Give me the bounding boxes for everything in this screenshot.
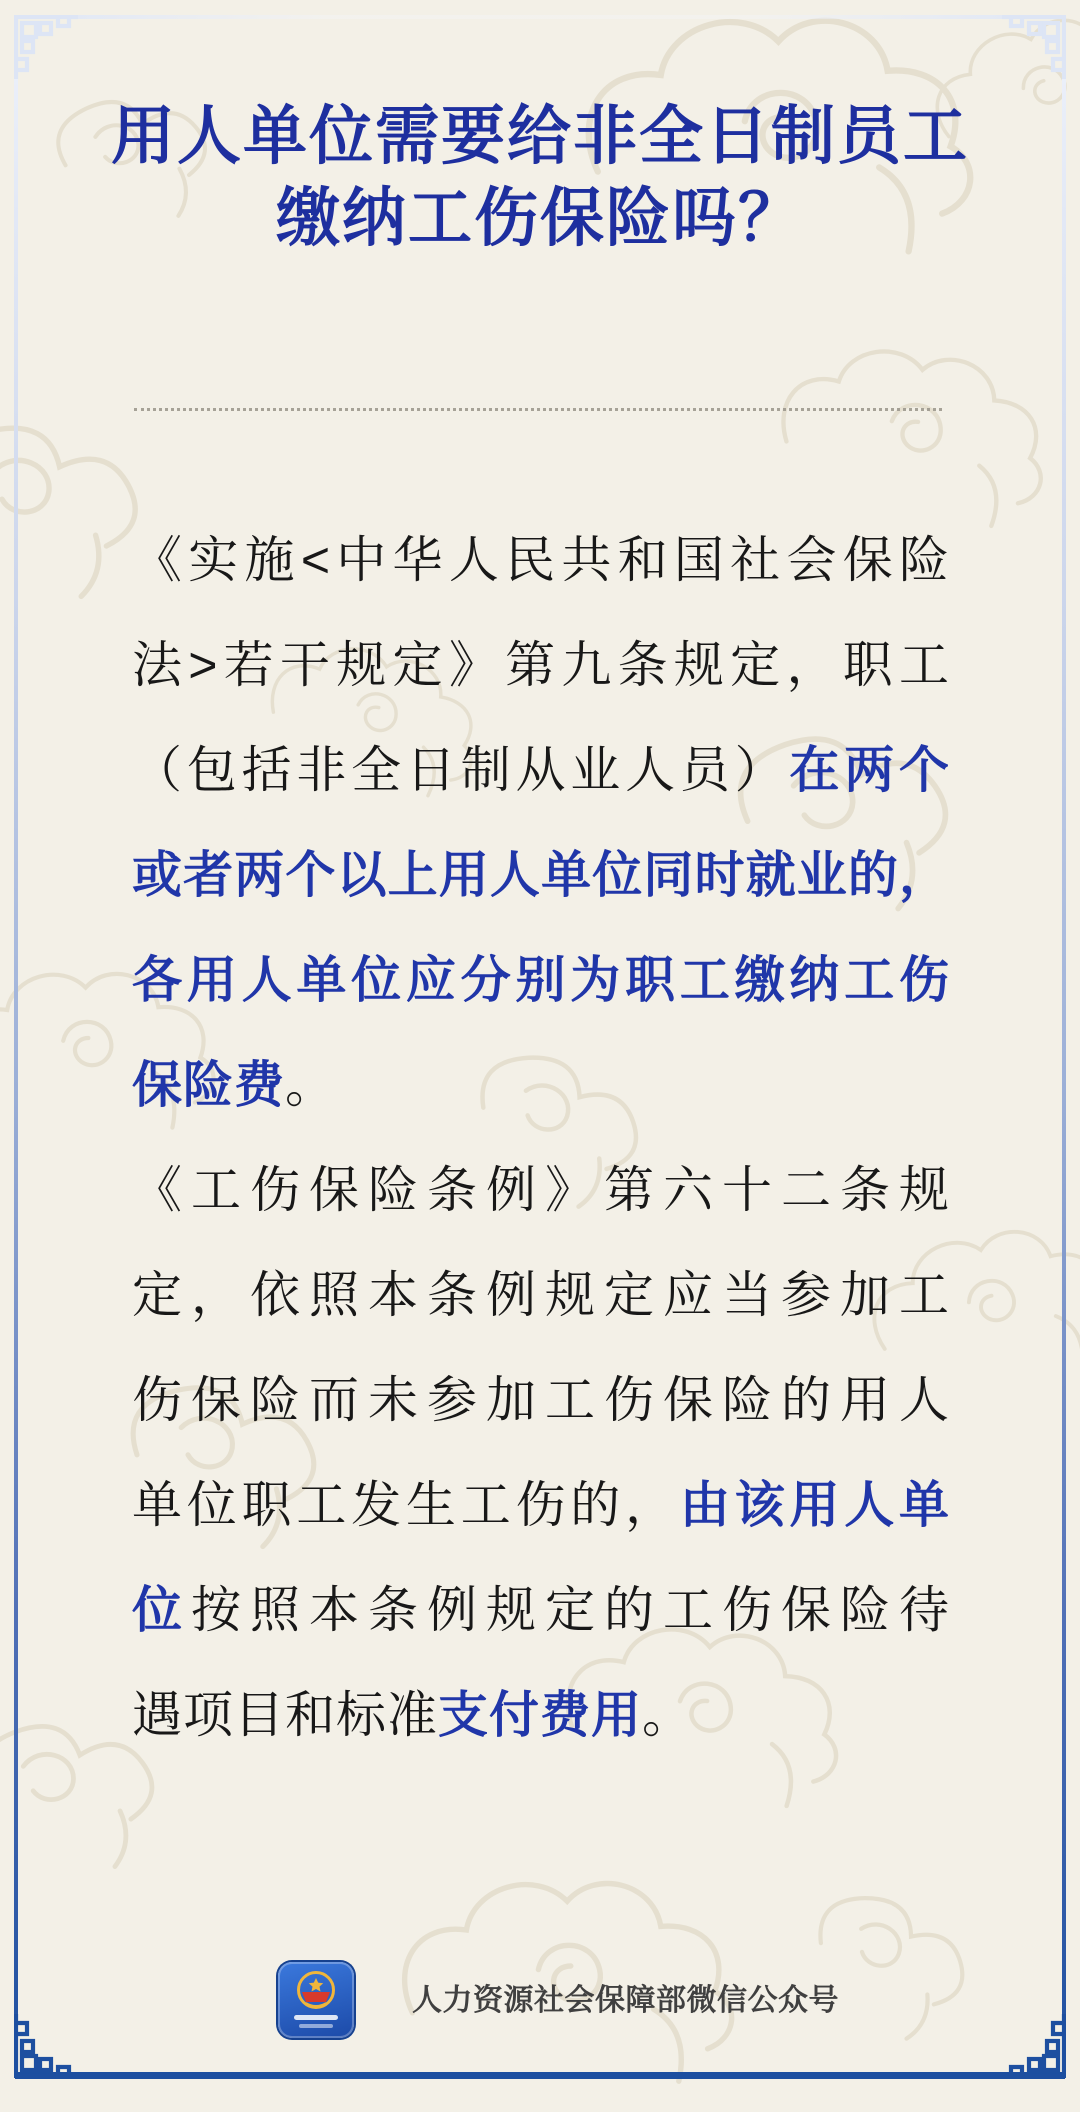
emphasis-text-run: 位 — [132, 1582, 191, 1638]
emphasis-text-run: 保险费 — [132, 1057, 285, 1113]
text-run: 遇项目和标准 — [132, 1687, 438, 1743]
text-run: 法>若干规定》第九条规定，职工 — [132, 637, 950, 693]
body-line — [132, 1138, 950, 1243]
text-run: 《实施<中华人民共和国社会保险 — [132, 532, 950, 588]
body-text — [132, 508, 950, 1768]
body-line — [132, 1453, 950, 1558]
text-run: 定，依照本条例规定应当参加工 — [132, 1267, 950, 1323]
body-line — [132, 1663, 950, 1768]
frame-corner-ornament-top-left — [14, 15, 78, 79]
frame-corner-ornament-bottom-right — [1002, 2014, 1066, 2078]
emphasis-text-run: 由该用人单 — [679, 1477, 951, 1533]
body-line — [132, 928, 950, 1033]
body-line — [132, 1348, 950, 1453]
frame-top-border — [18, 15, 1062, 19]
text-run: 单位职工发生工伤的， — [132, 1477, 680, 1533]
text-run: 。 — [285, 1057, 336, 1113]
title-line-2: 缴纳工伤保险吗？ — [276, 183, 804, 254]
body-line — [132, 1558, 950, 1663]
emphasis-text-run: 或者两个以上用人单位同时就业的， — [132, 847, 950, 903]
body-line — [132, 508, 950, 613]
page-title — [0, 96, 1080, 260]
title-line-1: 用人单位需要给非全日制员工 — [111, 101, 969, 172]
body-line — [132, 718, 950, 823]
footer-label: 人力资源社会保障部微信公众号 — [412, 1984, 839, 2017]
body-line — [132, 1243, 950, 1348]
title-divider — [134, 408, 942, 411]
frame-right-border — [1062, 15, 1066, 2077]
frame-bottom-border — [15, 2072, 1065, 2079]
body-line — [132, 613, 950, 718]
text-run: 《工伤保险条例》第六十二条规 — [132, 1162, 950, 1218]
text-run: 。 — [642, 1687, 693, 1743]
text-run: 按照本条例规定的工伤保险待 — [191, 1582, 950, 1638]
emphasis-text-run: 在两个 — [789, 742, 951, 798]
body-line — [132, 1033, 950, 1138]
body-line — [132, 823, 950, 928]
emphasis-text-run: 各用人单位应分别为职工缴纳工伤 — [132, 952, 950, 1008]
text-run: 伤保险而未参加工伤保险的用人 — [132, 1372, 950, 1428]
mohrss-app-icon — [278, 1962, 354, 2038]
frame-corner-ornament-bottom-left — [14, 2014, 78, 2078]
frame-corner-ornament-top-right — [1002, 15, 1066, 79]
text-run: （包括非全日制从业人员） — [132, 742, 790, 798]
emphasis-text-run: 支付费用 — [438, 1687, 642, 1743]
frame-left-border — [14, 15, 18, 2077]
national-emblem-icon — [278, 1962, 354, 2038]
